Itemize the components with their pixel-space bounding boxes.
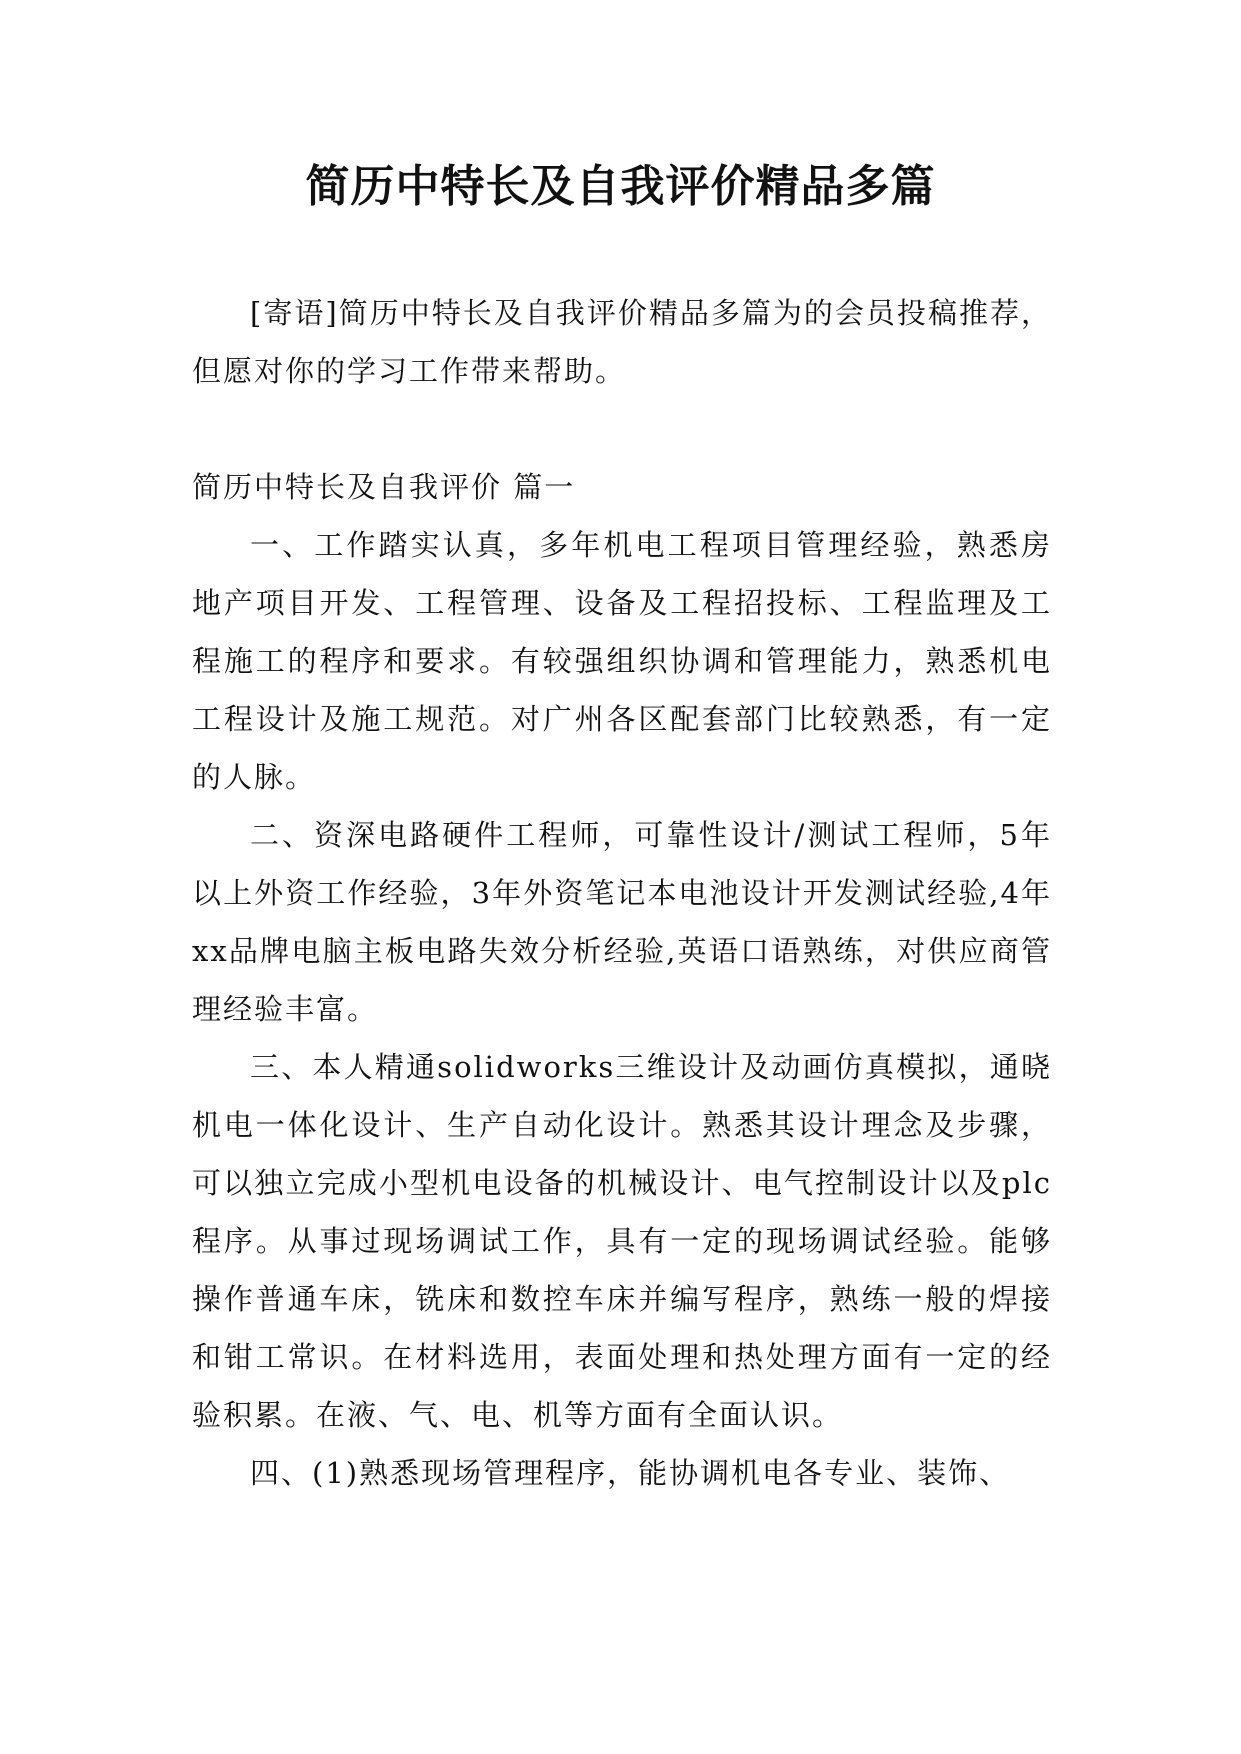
document-body (192, 284, 1052, 1502)
paragraph-1: 一、工作踏实认真，多年机电工程项目管理经验，熟悉房地产项目开发、工程管理、设备及工程招投标、工程监理及工程施工的程序和要求。有较强组织协调和管理能力，熟悉机电工程设计及施工规范。对广州各区配套部门比较熟悉，有一定的人脉。 (192, 528, 1052, 794)
paragraph-3: 三、本人精通solidworks三维设计及动画仿真模拟，通晓机电一体化设计、生产自动化设计。熟悉其设计理念及步骤，可以独立完成小型机电设备的机械设计、电气控制设计以及plc程序。从事过现场调试工作，具有一定的现场调试经验。能够操作普通车床，铣床和数控车床并编写程序，熟练一般的焊接和钳工常识。在材料选用，表面处理和热处理方面有一定的经验积累。在液、气、电、机等方面有全面认识。 (192, 1050, 1052, 1432)
section-heading: 简历中特长及自我评价 篇一 (192, 470, 576, 504)
spacer (192, 400, 1052, 458)
paragraph-4: 四、(1)熟悉现场管理程序，能协调机电各专业、装饰、 (250, 1456, 1011, 1490)
paragraph-2: 二、资深电路硬件工程师，可靠性设计/测试工程师，5年以上外资工作经验，3年外资笔记本电池设计开发测试经验,4年xx品牌电脑主板电路失效分析经验,英语口语熟练，对供应商管理经验丰富。 (192, 818, 1052, 1026)
intro-paragraph: [寄语]简历中特长及自我评价精品多篇为的会员投稿推荐，但愿对你的学习工作带来帮助。 (192, 296, 1052, 388)
page-title: 简历中特长及自我评价精品多篇 (305, 161, 936, 212)
